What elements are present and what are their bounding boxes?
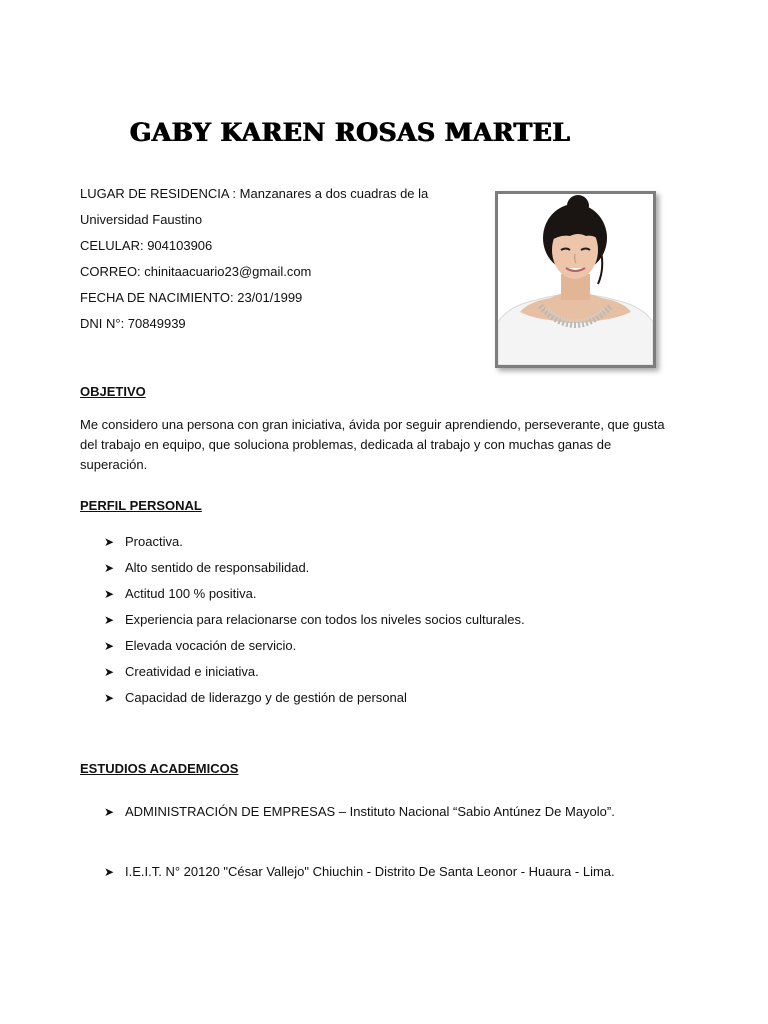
contact-info bbox=[80, 184, 480, 340]
arrowhead-bullet-icon: ➤ bbox=[104, 865, 115, 879]
residence-line-1: LUGAR DE RESIDENCIA : Manzanares a dos cuadras de la bbox=[80, 186, 429, 201]
arrowhead-bullet-icon: ➤ bbox=[104, 665, 115, 679]
arrowhead-bullet-icon: ➤ bbox=[104, 613, 115, 627]
list-item-text: Alto sentido de responsabilidad. bbox=[125, 560, 310, 575]
list-item-text: Actitud 100 % positiva. bbox=[125, 586, 257, 601]
list-item bbox=[104, 662, 525, 688]
list-item bbox=[104, 610, 525, 636]
residence-line-2: Universidad Faustino bbox=[80, 212, 203, 227]
list-item-text: Proactiva. bbox=[125, 534, 183, 549]
study-item-text: I.E.I.T. N° 20120 "César Vallejo" Chiuchin - Distrito De Santa Leonor - Huaura - Lima. bbox=[125, 864, 615, 879]
arrowhead-bullet-icon: ➤ bbox=[104, 805, 115, 819]
studies-heading: ESTUDIOS ACADEMICOS bbox=[80, 761, 239, 776]
list-item bbox=[104, 532, 525, 558]
arrowhead-bullet-icon: ➤ bbox=[104, 561, 115, 575]
list-item bbox=[104, 584, 525, 610]
study-item-text: ADMINISTRACIÓN DE EMPRESAS – Instituto Nacional “Sabio Antúnez De Mayolo”. bbox=[125, 804, 615, 819]
resume-name-title: GABY KAREN ROSAS MARTEL bbox=[130, 118, 571, 147]
list-item bbox=[104, 859, 635, 885]
dni-line: DNI N°: 70849939 bbox=[80, 316, 186, 331]
list-item-text: Experiencia para relacionarse con todos los niveles socios culturales. bbox=[125, 612, 525, 627]
arrowhead-bullet-icon: ➤ bbox=[104, 587, 115, 601]
list-item bbox=[104, 558, 525, 584]
objective-text: Me considero una persona con gran iniciativa, ávida por seguir aprendiendo, perseverante, que gusta del trabajo en equipo, que soluciona problemas, dedicada al trabajo y con muchas ganas de superación. bbox=[80, 417, 665, 472]
list-item bbox=[104, 799, 645, 825]
arrowhead-bullet-icon: ➤ bbox=[104, 535, 115, 549]
profile-heading: PERFIL PERSONAL bbox=[80, 498, 202, 513]
profile-photo bbox=[495, 191, 656, 368]
arrowhead-bullet-icon: ➤ bbox=[104, 639, 115, 653]
list-item-text: Elevada vocación de servicio. bbox=[125, 638, 297, 653]
birth-date-line: FECHA DE NACIMIENTO: 23/01/1999 bbox=[80, 290, 303, 305]
phone-line: CELULAR: 904103906 bbox=[80, 238, 213, 253]
email-line: CORREO: chinitaacuario23@gmail.com bbox=[80, 264, 312, 279]
studies-list-1 bbox=[104, 799, 645, 825]
list-item-text: Creatividad e iniciativa. bbox=[125, 664, 259, 679]
profile-list bbox=[104, 532, 525, 714]
list-item bbox=[104, 636, 525, 662]
list-item bbox=[104, 688, 525, 714]
objective-heading: OBJETIVO bbox=[80, 384, 146, 399]
studies-list-2 bbox=[104, 859, 635, 885]
list-item-text: Capacidad de liderazgo y de gestión de personal bbox=[125, 690, 407, 705]
arrowhead-bullet-icon: ➤ bbox=[104, 691, 115, 705]
